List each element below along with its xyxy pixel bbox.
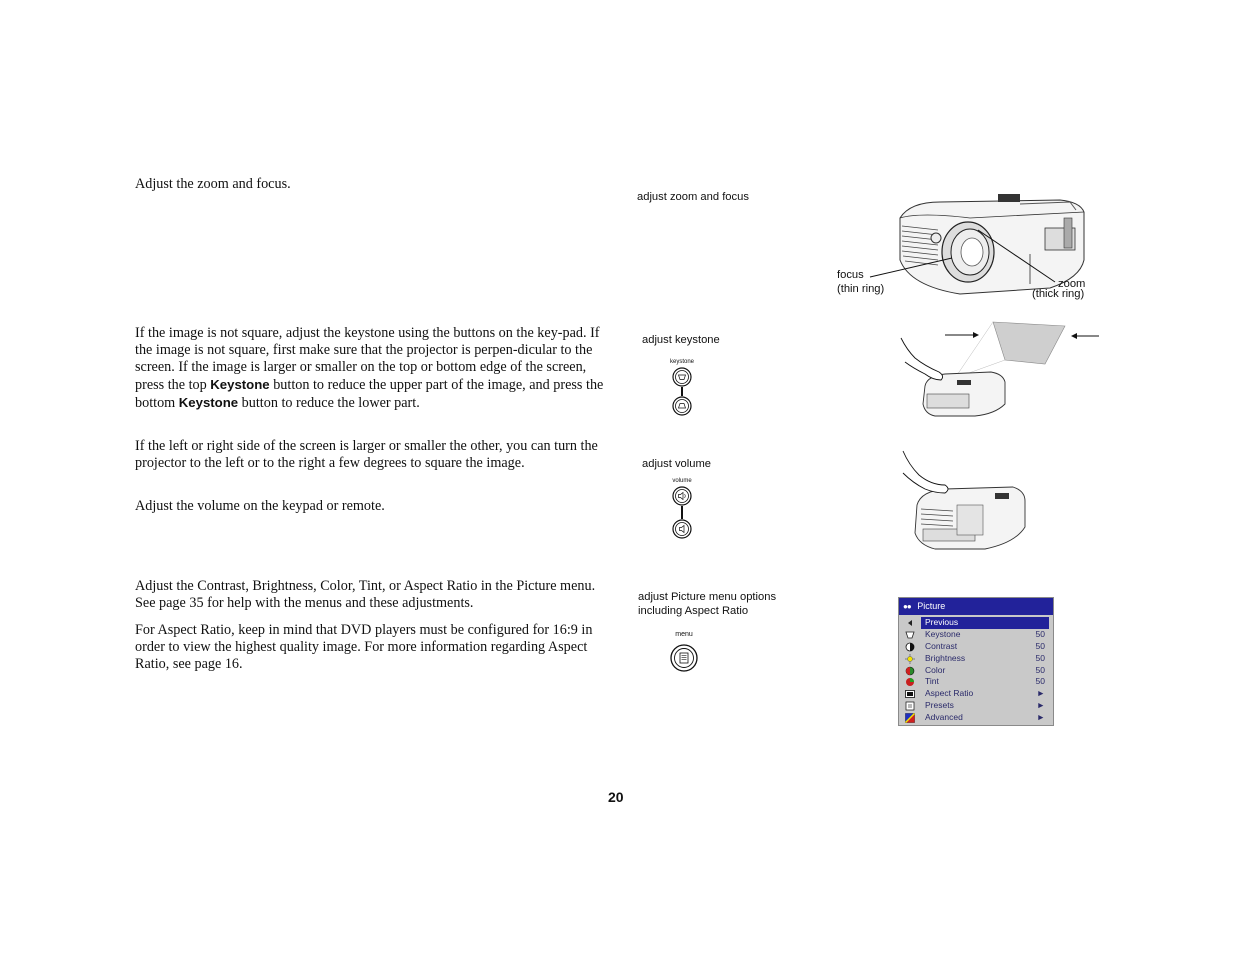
menu-item-presets[interactable] bbox=[899, 700, 1053, 712]
menu-item-label: Contrast bbox=[925, 640, 958, 651]
menu-item-color[interactable] bbox=[899, 665, 1053, 677]
menu-item-value: 50 bbox=[1035, 640, 1045, 651]
volume-projector-illustration bbox=[895, 447, 1035, 552]
keystone-paragraph-1-end: button to reduce the lower part. bbox=[238, 395, 420, 411]
volume-up-icon bbox=[672, 486, 692, 506]
menu-item-contrast[interactable] bbox=[899, 641, 1053, 653]
picture-caption-line-1: adjust Picture menu options bbox=[638, 591, 777, 603]
menu-button-label: menu bbox=[675, 631, 693, 638]
zoom-focus-text: Adjust the zoom and focus. bbox=[135, 176, 291, 192]
keystone-icon bbox=[905, 630, 915, 640]
menu-item-label: Color bbox=[925, 664, 946, 675]
tint-icon bbox=[905, 677, 915, 687]
menu-item-value: 50 bbox=[1035, 628, 1045, 639]
volume-down-icon bbox=[672, 519, 692, 539]
volume-caption: adjust volume bbox=[642, 458, 712, 470]
keystone-bold-2: Keystone bbox=[178, 395, 239, 410]
menu-item-tint[interactable] bbox=[899, 676, 1053, 688]
dots-icon: ●● bbox=[903, 602, 911, 611]
menu-item-value: 50 bbox=[1035, 652, 1045, 663]
zoom-focus-caption: adjust zoom and focus bbox=[637, 191, 749, 203]
keystone-paragraph-1 bbox=[135, 325, 605, 412]
volume-up-button bbox=[672, 486, 692, 506]
keystone-paragraph-1-start: If the image is not square, adjust the keystone using the buttons on the key-pad. If the image is not square, first make sure that the projector is perpen-dicular to the screen. If the image is larger or smaller on the top or bottom edge of the screen, press the top bbox=[135, 325, 600, 393]
menu-item-label: Previous bbox=[921, 617, 1049, 629]
menu-button bbox=[670, 644, 698, 672]
callout-lines bbox=[860, 220, 1090, 300]
color-icon bbox=[905, 666, 915, 676]
keystone-down-button bbox=[672, 396, 692, 416]
menu-item-label: Presets bbox=[925, 700, 954, 711]
picture-menu-title: Picture bbox=[917, 601, 946, 611]
keystone-button-label: keystone bbox=[669, 359, 694, 365]
keystone-button-divider bbox=[681, 387, 683, 396]
zoom-sublabel: (thick ring) bbox=[1032, 288, 1085, 300]
menu-item-label: Tint bbox=[925, 676, 939, 687]
keystone-caption: adjust keystone bbox=[642, 334, 720, 346]
menu-item-value: 50 bbox=[1035, 664, 1045, 675]
picture-paragraph-2: For Aspect Ratio, keep in mind that DVD players must be configured for 16:9 in order to view the highest quality image. For more information regarding Aspect Ratio, see page 16. bbox=[135, 622, 593, 672]
page-number: 20 bbox=[608, 789, 624, 805]
volume-button-label: volume bbox=[672, 478, 692, 484]
picture-caption-line-2: including Aspect Ratio bbox=[638, 605, 749, 617]
picture-menu-title-bar bbox=[899, 598, 1053, 615]
left-arrow-icon bbox=[905, 618, 915, 628]
menu-item-label: Aspect Ratio bbox=[925, 688, 974, 699]
keystone-projection-illustration bbox=[895, 318, 1105, 423]
menu-item-aspect-ratio[interactable] bbox=[899, 688, 1053, 700]
contrast-icon bbox=[905, 642, 915, 652]
volume-down-button bbox=[672, 519, 692, 539]
keystone-paragraph-2: If the left or right side of the screen is larger or smaller the other, you can turn the projector to the left or to the right a few degrees to square the image. bbox=[135, 438, 598, 471]
menu-item-keystone[interactable] bbox=[899, 629, 1053, 641]
volume-text: Adjust the volume on the keypad or remote. bbox=[135, 498, 385, 514]
keystone-bold-1: Keystone bbox=[210, 377, 270, 392]
aspect-ratio-icon bbox=[905, 689, 915, 699]
zoom-label: zoom bbox=[1058, 278, 1086, 290]
keystone-up-icon bbox=[672, 367, 692, 387]
keystone-up-button bbox=[672, 367, 692, 387]
menu-item-value: 50 bbox=[1035, 676, 1045, 687]
brightness-icon bbox=[905, 654, 915, 664]
menu-item-label: Advanced bbox=[925, 712, 963, 723]
menu-item-arrow: ► bbox=[1036, 700, 1045, 711]
menu-item-brightness[interactable] bbox=[899, 653, 1053, 665]
menu-item-advanced[interactable] bbox=[899, 712, 1053, 724]
menu-item-label: Keystone bbox=[925, 628, 961, 639]
menu-item-arrow: ► bbox=[1036, 712, 1045, 723]
keystone-down-icon bbox=[672, 396, 692, 416]
menu-item-arrow: ► bbox=[1036, 688, 1045, 699]
picture-paragraph-1: Adjust the Contrast, Brightness, Color, Tint, or Aspect Ratio in the Picture menu. See page 35 for help with the menus and these adjustments. bbox=[135, 578, 596, 611]
presets-icon bbox=[905, 701, 915, 711]
volume-button-divider bbox=[681, 506, 683, 519]
focus-label: focus bbox=[837, 269, 864, 281]
picture-menu bbox=[898, 597, 1054, 726]
keystone-paragraph-1-middle: button to reduce the upper part of the image, and press the bottom bbox=[135, 377, 604, 411]
menu-icon bbox=[670, 644, 698, 672]
advanced-icon bbox=[905, 713, 915, 723]
menu-item-previous[interactable] bbox=[899, 617, 1053, 629]
menu-item-label: Brightness bbox=[925, 652, 966, 663]
focus-sublabel: (thin ring) bbox=[837, 283, 885, 295]
